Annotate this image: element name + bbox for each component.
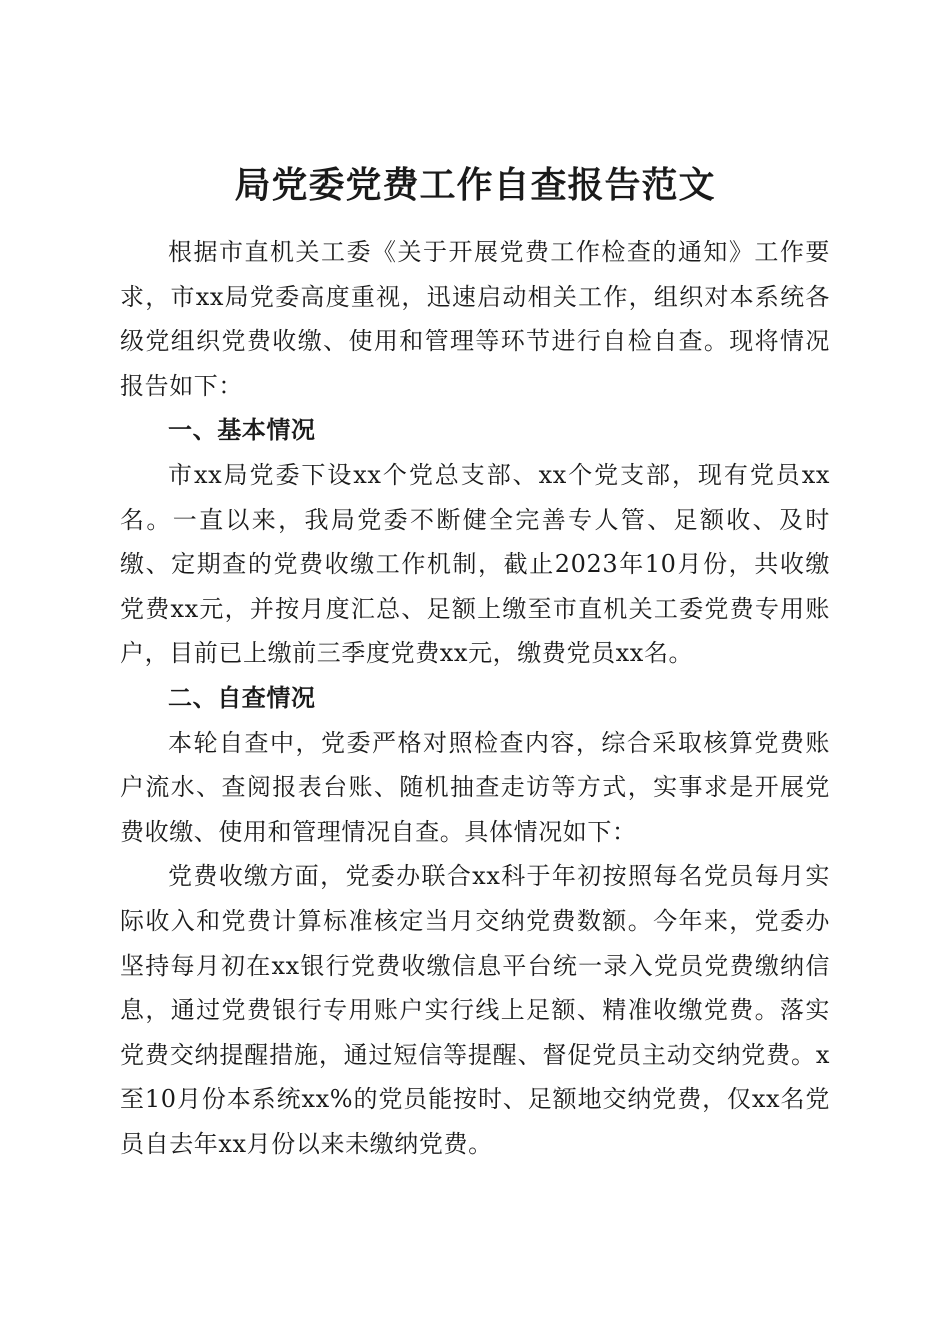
basic-situation-paragraph: 市xx局党委下设xx个党总支部、xx个党支部，现有党员xx名。一直以来，我局党委不断健全完善专人管、足额收、及时缴、定期查的党费收缴工作机制，截止2023年10月份，共收缴党费xx元，并按月度汇总、足额上缴至市直机关工委党费专用账户，目前已上缴前三季度党费xx元，缴费党员xx名。 [120,460,830,668]
fee-collection-paragraph: 党费收缴方面，党委办联合xx科于年初按照每名党员每月实际收入和党费计算标准核定当月交纳党费数额。今年来，党委办坚持每月初在xx银行党费收缴信息平台统一录入党员党费缴纳信息，通过党费银行专用账户实行线上足额、精准收缴党费。落实党费交纳提醒措施，通过短信等提醒、督促党员主动交纳党费。x至10月份本系统xx%的党员能按时、足额地交纳党费，仅xx名党员自去年xx月份以来未缴纳党费。 [120,862,830,1158]
self-inspection-paragraph: 本轮自查中，党委严格对照检查内容，综合采取核算党费账户流水、查阅报表台账、随机抽查走访等方式，实事求是开展党费收缴、使用和管理情况自查。具体情况如下： [120,728,830,846]
section-heading-basic-situation: 一、基本情况 [168,416,316,445]
document-title: 局党委党费工作自查报告范文 [234,164,716,207]
intro-paragraph: 根据市直机关工委《关于开展党费工作检查的通知》工作要求，市xx局党委高度重视，迅速启动相关工作，组织对本系统各级党组织党费收缴、使用和管理等环节进行自检自查。现将情况报告如下： [120,238,830,400]
document-body [120,230,830,1166]
section-heading-self-inspection: 二、自查情况 [168,683,316,712]
